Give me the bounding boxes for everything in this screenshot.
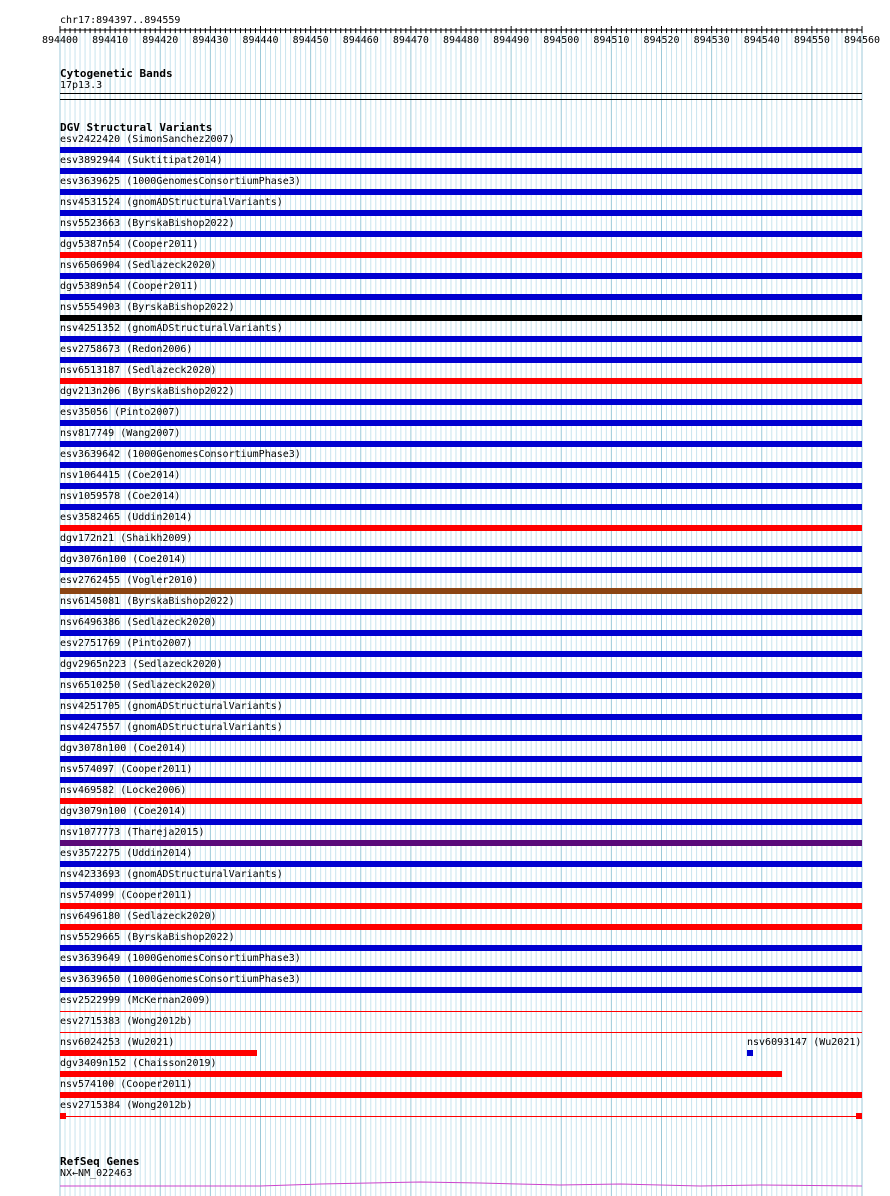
ruler-tick-label: 894460	[342, 35, 379, 46]
sv-feature-bar[interactable]	[60, 567, 862, 573]
sv-feature-bar[interactable]	[60, 630, 862, 636]
sv-feature-bar[interactable]	[60, 756, 862, 762]
sv-feature-label[interactable]: nsv6496386 (Sedlazeck2020)	[60, 617, 217, 628]
location-label: chr17:894397..894559	[60, 15, 181, 26]
sv-feature-label[interactable]: esv2422420 (SimonSanchez2007)	[60, 134, 235, 145]
sv-feature-label[interactable]: nsv6510250 (Sedlazeck2020)	[60, 680, 217, 691]
sv-feature-bar[interactable]	[60, 798, 862, 804]
sv-feature-label[interactable]: dgv3078n100 (Coe2014)	[60, 743, 187, 754]
sv-feature-label[interactable]: nsv6024253 (Wu2021)	[60, 1037, 175, 1048]
sv-feature-label[interactable]: esv3639649 (1000GenomesConsortiumPhase3)	[60, 953, 301, 964]
sv-feature-label[interactable]: nsv4251352 (gnomADStructuralVariants)	[60, 323, 283, 334]
sv-feature-bar[interactable]	[60, 252, 862, 258]
sv-feature-bar[interactable]	[60, 210, 862, 216]
sv-feature-label[interactable]: nsv1059578 (Coe2014)	[60, 491, 181, 502]
ruler-tick-label: 894520	[643, 35, 680, 46]
sv-feature-label[interactable]: esv2522999 (McKernan2009)	[60, 995, 211, 1006]
sv-feature-label[interactable]: esv2715383 (Wong2012b)	[60, 1016, 193, 1027]
sv-feature-label[interactable]: nsv574097 (Cooper2011)	[60, 764, 193, 775]
sv-feature-bar[interactable]	[60, 147, 862, 153]
sv-feature-label[interactable]: nsv4251705 (gnomADStructuralVariants)	[60, 701, 283, 712]
sv-feature-label[interactable]: esv3572275 (Uddin2014)	[60, 848, 193, 859]
sv-feature-label[interactable]: nsv6513187 (Sedlazeck2020)	[60, 365, 217, 376]
sv-feature-label[interactable]: dgv5389n54 (Cooper2011)	[60, 281, 199, 292]
sv-feature-bar[interactable]	[60, 1092, 862, 1098]
sv-feature-bar[interactable]	[60, 1050, 257, 1056]
ruler-tick-label: 894530	[693, 35, 730, 46]
sv-feature-bar[interactable]	[60, 924, 862, 930]
sv-feature-bar[interactable]	[60, 336, 862, 342]
sv-feature-label[interactable]: nsv1077773 (Thareja2015)	[60, 827, 205, 838]
ruler-tick-label: 894430	[192, 35, 229, 46]
sv-feature-bar[interactable]	[60, 1116, 862, 1117]
sv-feature-bar[interactable]	[60, 441, 862, 447]
cytoband-line-lower	[60, 99, 862, 100]
sv-feature-bar[interactable]	[60, 588, 862, 594]
sv-feature-label[interactable]: nsv469582 (Locke2006)	[60, 785, 187, 796]
sv-feature-label[interactable]: nsv4247557 (gnomADStructuralVariants)	[60, 722, 283, 733]
sv-feature-endcap[interactable]	[856, 1113, 862, 1119]
sv-feature-label[interactable]: dgv3079n100 (Coe2014)	[60, 806, 187, 817]
dgv-track-title[interactable]: DGV Structural Variants	[60, 121, 213, 134]
sv-feature-bar[interactable]	[60, 231, 862, 237]
sv-feature-bar[interactable]	[60, 651, 862, 657]
sv-feature-bar[interactable]	[60, 777, 862, 783]
sv-feature-label[interactable]: nsv4531524 (gnomADStructuralVariants)	[60, 197, 283, 208]
ruler-tick-label: 894490	[493, 35, 530, 46]
sv-feature-bar[interactable]	[60, 378, 862, 384]
sv-feature-label[interactable]: nsv5529665 (ByrskaBishop2022)	[60, 932, 235, 943]
sv-feature-label[interactable]: nsv4233693 (gnomADStructuralVariants)	[60, 869, 283, 880]
sv-feature-label[interactable]: nsv5523663 (ByrskaBishop2022)	[60, 218, 235, 229]
sv-feature-bar[interactable]	[60, 672, 862, 678]
sv-feature-label[interactable]: nsv5554903 (ByrskaBishop2022)	[60, 302, 235, 313]
sv-feature-bar[interactable]	[60, 693, 862, 699]
ruler-tick-label: 894510	[593, 35, 630, 46]
sv-feature-label[interactable]: esv3582465 (Uddin2014)	[60, 512, 193, 523]
sv-feature-label[interactable]: dgv172n21 (Shaikh2009)	[60, 533, 193, 544]
sv-feature-bar[interactable]	[747, 1050, 753, 1056]
sv-feature-label[interactable]: esv35056 (Pinto2007)	[60, 407, 181, 418]
sv-feature-bar[interactable]	[60, 315, 862, 321]
sv-feature-label[interactable]: nsv1064415 (Coe2014)	[60, 470, 181, 481]
refseq-gene-label[interactable]: NX←NM_022463	[60, 1168, 133, 1179]
sv-feature-bar[interactable]	[60, 903, 862, 909]
sv-feature-label[interactable]: esv2715384 (Wong2012b)	[60, 1100, 193, 1111]
ruler-tick-label: 894410	[92, 35, 129, 46]
ruler-tick-label: 894420	[142, 35, 179, 46]
sv-feature-bar[interactable]	[60, 462, 862, 468]
sv-feature-label[interactable]: esv3639650 (1000GenomesConsortiumPhase3)	[60, 974, 301, 985]
sv-feature-bar[interactable]	[60, 735, 862, 741]
sv-feature-label[interactable]: nsv6093147 (Wu2021)	[747, 1037, 862, 1048]
ruler-tick-label: 894470	[392, 35, 429, 46]
sv-feature-bar[interactable]	[60, 483, 862, 489]
sv-feature-label[interactable]: esv3639625 (1000GenomesConsortiumPhase3)	[60, 176, 301, 187]
sv-feature-label[interactable]: dgv3076n100 (Coe2014)	[60, 554, 187, 565]
sv-feature-bar[interactable]	[60, 987, 862, 993]
ruler-tick-label: 894440	[242, 35, 279, 46]
sv-feature-bar[interactable]	[60, 1071, 782, 1077]
sv-feature-label[interactable]: dgv3409n152 (Chaisson2019)	[60, 1058, 217, 1069]
ruler-tick-label: 894400	[41, 35, 79, 46]
sv-feature-bar[interactable]	[60, 861, 862, 867]
cytoband-label: 17p13.3	[60, 80, 103, 91]
sv-feature-label[interactable]: nsv574099 (Cooper2011)	[60, 890, 193, 901]
sv-feature-label[interactable]: esv2751769 (Pinto2007)	[60, 638, 193, 649]
sv-feature-bar[interactable]	[60, 273, 862, 279]
cytoband-line-upper	[60, 93, 862, 94]
sv-feature-bar[interactable]	[60, 819, 862, 825]
sv-feature-bar[interactable]	[60, 609, 862, 615]
sv-feature-bar[interactable]	[60, 420, 862, 426]
sv-feature-label[interactable]: esv2762455 (Vogler2010)	[60, 575, 199, 586]
sv-feature-bar[interactable]	[60, 840, 862, 846]
sv-feature-bar[interactable]	[60, 1032, 862, 1033]
refseq-track-title[interactable]: RefSeq Genes	[60, 1155, 140, 1168]
sv-feature-label[interactable]: nsv817749 (Wang2007)	[60, 428, 181, 439]
ruler-tick-label: 894450	[292, 35, 329, 46]
sv-feature-label[interactable]: dgv2965n223 (Sedlazeck2020)	[60, 659, 223, 670]
ruler-tick-label: 894560	[843, 35, 881, 46]
sv-feature-label[interactable]: nsv6496180 (Sedlazeck2020)	[60, 911, 217, 922]
sv-feature-label[interactable]: esv2758673 (Redon2006)	[60, 344, 193, 355]
sv-feature-bar[interactable]	[60, 882, 862, 888]
sv-feature-endcap[interactable]	[60, 1113, 66, 1119]
sv-feature-bar[interactable]	[60, 294, 862, 300]
sv-feature-label[interactable]: nsv6145081 (ByrskaBishop2022)	[60, 596, 235, 607]
sv-feature-label[interactable]: esv3892944 (Suktitipat2014)	[60, 155, 223, 166]
sv-feature-bar[interactable]	[60, 189, 862, 195]
sv-feature-label[interactable]: nsv574100 (Cooper2011)	[60, 1079, 193, 1090]
sv-feature-bar[interactable]	[60, 966, 862, 972]
ruler-tick-label: 894540	[743, 35, 780, 46]
ruler-tick-label: 894480	[442, 35, 480, 46]
sv-feature-label[interactable]: dgv5387n54 (Cooper2011)	[60, 239, 199, 250]
sv-feature-label[interactable]: dgv213n206 (ByrskaBishop2022)	[60, 386, 235, 397]
sv-feature-label[interactable]: nsv6506904 (Sedlazeck2020)	[60, 260, 217, 271]
ruler-tick-label: 894500	[543, 35, 580, 46]
sv-feature-bar[interactable]	[60, 357, 862, 363]
sv-feature-bar[interactable]	[60, 525, 862, 531]
refseq-gene-line[interactable]	[60, 1178, 862, 1194]
ruler-tick-label: 894550	[793, 35, 830, 46]
sv-feature-bar[interactable]	[60, 546, 862, 552]
sv-feature-bar[interactable]	[60, 399, 862, 405]
cytoband-track-title[interactable]: Cytogenetic Bands	[60, 67, 173, 80]
sv-feature-label[interactable]: esv3639642 (1000GenomesConsortiumPhase3)	[60, 449, 301, 460]
sv-feature-bar[interactable]	[60, 714, 862, 720]
sv-feature-bar[interactable]	[60, 1011, 862, 1012]
sv-feature-bar[interactable]	[60, 168, 862, 174]
sv-feature-bar[interactable]	[60, 945, 862, 951]
sv-feature-bar[interactable]	[60, 504, 862, 510]
